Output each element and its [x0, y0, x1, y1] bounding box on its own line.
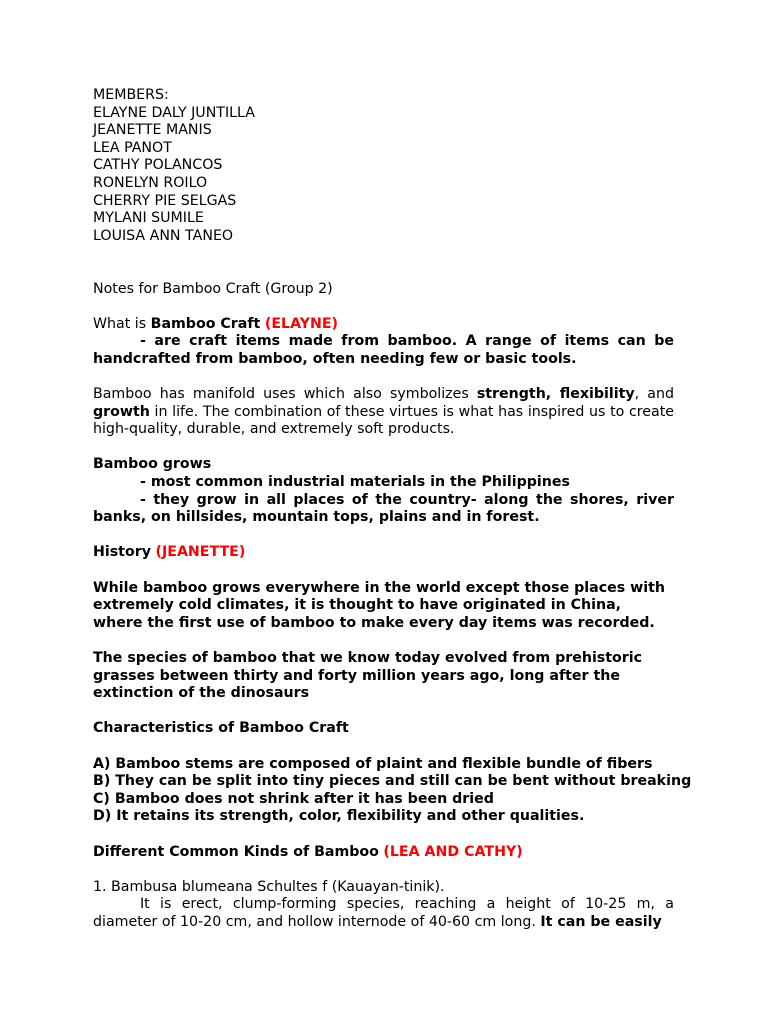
members-heading: MEMBERS:	[93, 87, 169, 103]
what-is-term: Bamboo Craft	[150, 315, 261, 332]
uses-text-3: in life. The combination of these virtues is what has inspired us to create high-quality, durable, and extremely soft products.	[93, 403, 674, 438]
uses-paragraph	[93, 386, 674, 439]
what-is-definition: - are craft items made from bamboo. A range of items can be handcrafted from bamboo, often needing few or basic tools.	[93, 333, 674, 367]
history-assignee: (JEANETTE)	[155, 544, 246, 561]
what-is-prefix: What is	[93, 315, 151, 332]
kind-item-title: 1. Bambusa blumeana Schultes f (Kauayan-tinik).	[93, 878, 445, 895]
grows-heading: Bamboo grows	[93, 456, 212, 473]
document-page	[93, 87, 692, 932]
kind-item-bold: It can be easily	[540, 913, 662, 930]
history-title: History	[93, 544, 151, 561]
grows-item: - most common industrial materials in the Philippines	[140, 474, 570, 491]
history-paragraph-2: The species of bamboo that we know today evolved from prehistoric grasses between thirty and forty million years ago, long after the extinction of the dinosaurs	[93, 650, 643, 702]
kind-item-description	[93, 896, 674, 931]
grows-item: - they grow in all places of the country- along the shores, river banks, on hillsides, mountain tops, plains and in forest.	[93, 491, 674, 526]
characteristic-item: C) Bamboo does not shrink after it has been dried	[93, 790, 494, 807]
member-name: LEA PANOT	[93, 139, 172, 156]
member-name: LOUISA ANN TANEO	[93, 227, 234, 244]
characteristic-item: B) They can be split into tiny pieces and still can be bent without breaking	[93, 773, 692, 790]
uses-text-2: , and	[634, 386, 674, 403]
uses-bold-2: growth	[93, 403, 150, 420]
uses-text-1: Bamboo has manifold uses which also symbolizes	[93, 386, 477, 403]
history-paragraph-1: While bamboo grows everywhere in the world except those places with extremely cold climates, it is thought to have originated in China, where the first use of bamboo to make every day items was recorded.	[93, 579, 665, 631]
member-name: CATHY POLANCOS	[93, 157, 223, 174]
what-is-heading	[93, 316, 674, 334]
kinds-heading	[93, 844, 674, 862]
member-name: MYLANI SUMILE	[93, 210, 204, 227]
member-name: JEANETTE MANIS	[93, 122, 212, 139]
kinds-assignee: (LEA AND CATHY)	[383, 843, 523, 860]
kinds-title: Different Common Kinds of Bamboo	[93, 843, 379, 860]
history-heading	[93, 544, 674, 562]
what-is-assignee: (ELAYNE)	[264, 315, 339, 332]
characteristic-item: D) It retains its strength, color, flexibility and other qualities.	[93, 808, 585, 825]
characteristic-item: A) Bamboo stems are composed of plaint and flexible bundle of fibers	[93, 755, 653, 772]
member-name: RONELYN ROILO	[93, 174, 208, 191]
kind-item-text: It is erect, clump-forming species, reaching a height of 10-25 m, a diameter of 10-20 cm, and hollow internode of 40-60 cm long.	[93, 896, 674, 930]
member-name: ELAYNE DALY JUNTILLA	[93, 104, 255, 121]
notes-title: Notes for Bamboo Craft (Group 2)	[93, 280, 333, 297]
characteristics-heading: Characteristics of Bamboo Craft	[93, 720, 349, 737]
member-name: CHERRY PIE SELGAS	[93, 192, 237, 209]
uses-bold-1: strength, flexibility	[476, 386, 635, 403]
